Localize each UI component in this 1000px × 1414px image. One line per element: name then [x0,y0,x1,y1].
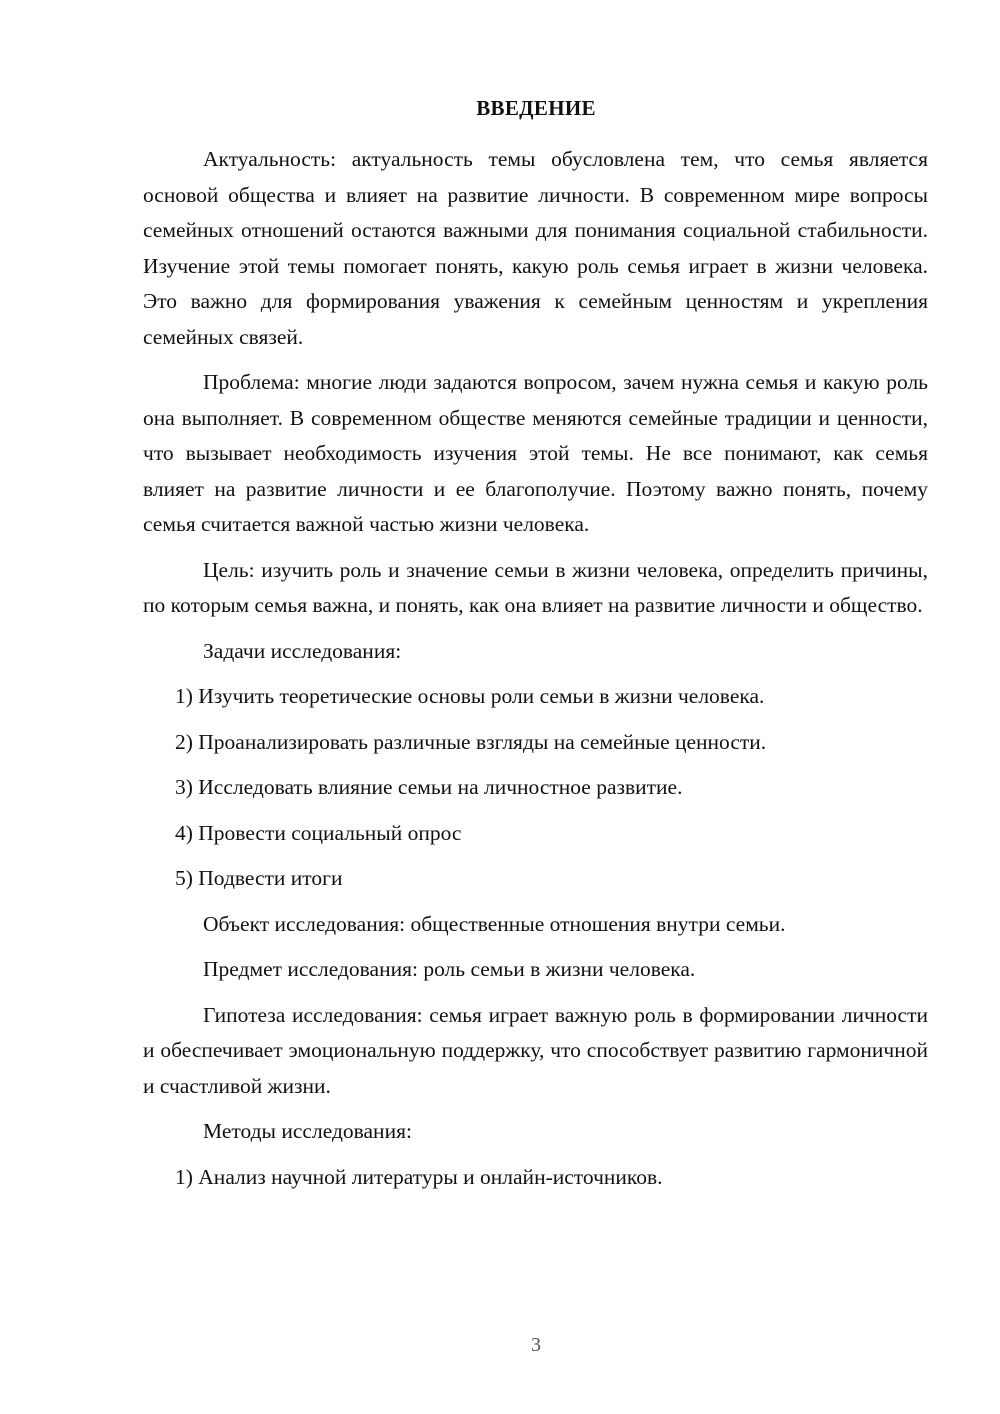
object-line: Объект исследования: общественные отношения внутри семьи. [203,911,786,936]
subject-line: Предмет исследования: роль семьи в жизни человека. [203,957,696,981]
hypothesis-paragraph: Гипотеза исследования: семья играет важную роль в формировании личности и обеспечивает эмоциональную поддержку, что способствует развитию гармоничной и счастливой жизни. [143,1002,928,1098]
page-title: ВВЕДЕНИЕ [476,96,596,120]
task-item: 2) Проанализировать различные взгляды на семейные ценности. [175,729,767,754]
relevance-paragraph: Актуальность: актуальность темы обусловлена тем, что семья является основой общества и влияет на развитие личности. В современном мире вопросы семейных отношений остаются важными для понимания социальной стабильности. Изучение этой темы помогает понять, какую роль семья играет в жизни человека. Это важно для формирования уважения к семейным ценностям и укрепления семейных связей. [143,147,928,349]
goal-paragraph: Цель: изучить роль и значение семьи в жизни человека, определить причины, по которым семья важна, и понять, как она влияет на развитие личности и общество. [143,557,928,617]
task-item: 3) Исследовать влияние семьи на личностное развитие. [175,775,683,799]
body-text [143,142,928,1205]
methods-title: Методы исследования: [203,1119,412,1143]
tasks-title: Задачи исследования: [203,638,402,663]
problem-paragraph: Проблема: многие люди задаются вопросом, зачем нужна семья и какую роль она выполняет. В современном обществе меняются семейные традиции и ценности, что вызывает необходимость изучения этой темы. Не все понимают, как семья влияет на развитие личности и ее благополучие. Поэтому важно понять, почему семья считается важной частью жизни человека. [143,370,928,536]
page-number: 3 [531,1334,541,1356]
task-item: 1) Изучить теоретические основы роли семьи в жизни человека. [175,684,765,708]
task-item: 5) Подвести итоги [175,866,343,890]
task-item: 4) Провести социальный опрос [175,820,462,845]
method-item: 1) Анализ научной литературы и онлайн-источников. [175,1164,663,1189]
